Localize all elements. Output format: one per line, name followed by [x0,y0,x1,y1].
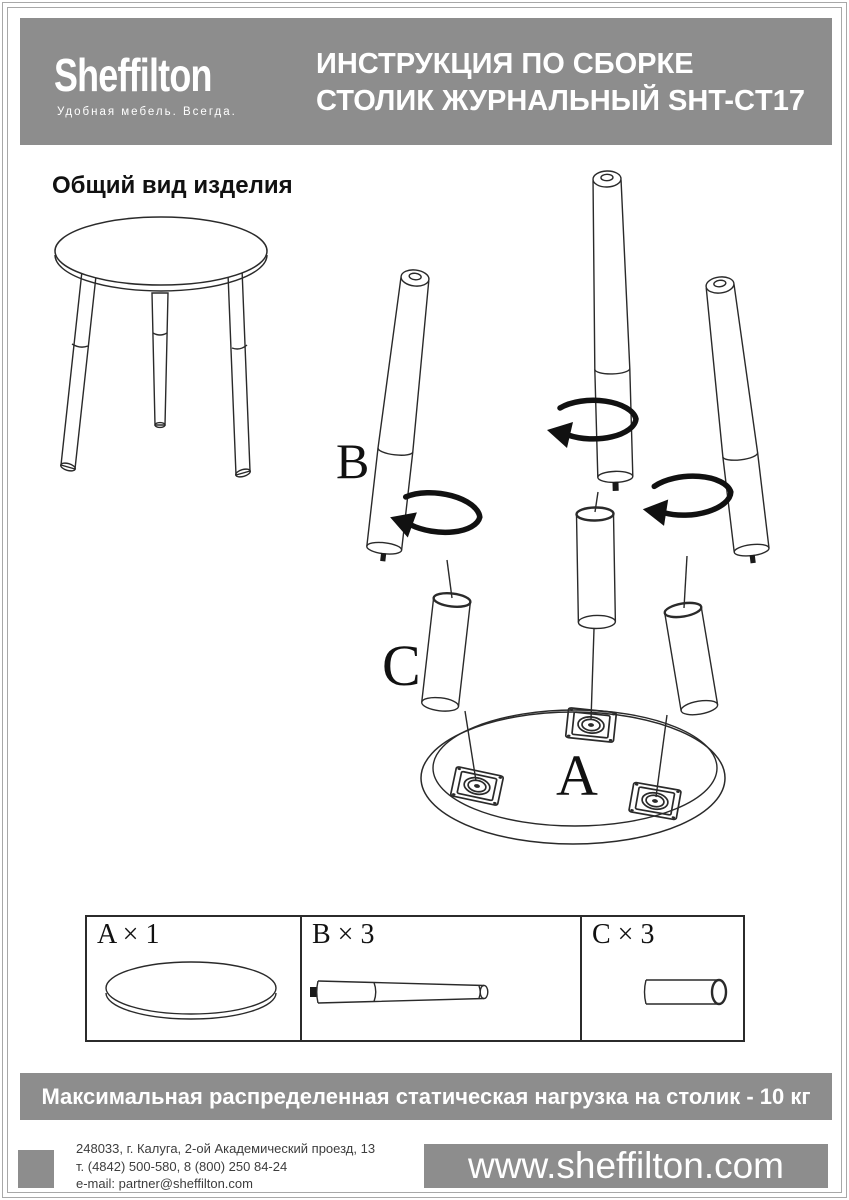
part-c-qty-label: C × 3 [592,919,655,950]
parts-cell-a [87,917,302,1040]
footer-address [76,1140,375,1193]
general-view-heading: Общий вид изделия [52,172,293,199]
general-view-drawing [40,205,290,495]
label-part-a: A [556,743,598,808]
assembly-diagram [330,160,842,892]
header-banner [20,18,832,145]
brand-logo: Sheffilton [54,49,212,101]
part-a-qty-label: A × 1 [97,919,160,950]
gv-legs [60,269,251,478]
footer-accent-square [18,1150,54,1188]
max-load-banner: Максимальная распределенная статическая нагрузка на столик - 10 кг [20,1073,832,1120]
part-b-qty-label: B × 3 [312,919,375,950]
document-title-line2: СТОЛИК ЖУРНАЛЬНЫЙ SHT-CT17 [316,85,805,117]
rotation-arrow-middle [547,400,636,448]
document-title-line1: ИНСТРУКЦИЯ ПО СБОРКЕ [316,48,694,80]
leg-b-middle [589,171,633,492]
rotation-arrow-left [388,488,482,546]
leg-b-right [702,275,771,565]
footer-address-line3: e-mail: partner@sheffilton.com [76,1176,253,1191]
rotation-arrow-right [641,473,733,527]
brand-tagline: Удобная мебель. Всегда. [57,106,237,118]
label-part-b: B [336,433,370,489]
parts-table [85,915,745,1042]
parts-cell-c [582,917,743,1040]
label-part-c: C [382,633,421,698]
parts-cell-b [302,917,582,1040]
gv-tabletop [55,217,267,291]
document-title [316,46,805,120]
spacer-c-middle [576,507,615,629]
footer-website: www.sheffilton.com [424,1144,828,1188]
spacer-c-left [421,591,471,712]
spacer-c-right [664,601,719,718]
footer-address-line1: 248033, г. Калуга, 2-ой Академический проезд, 13 [76,1141,376,1156]
footer-address-line2: т. (4842) 500-580, 8 (800) 250 84-24 [76,1158,288,1174]
